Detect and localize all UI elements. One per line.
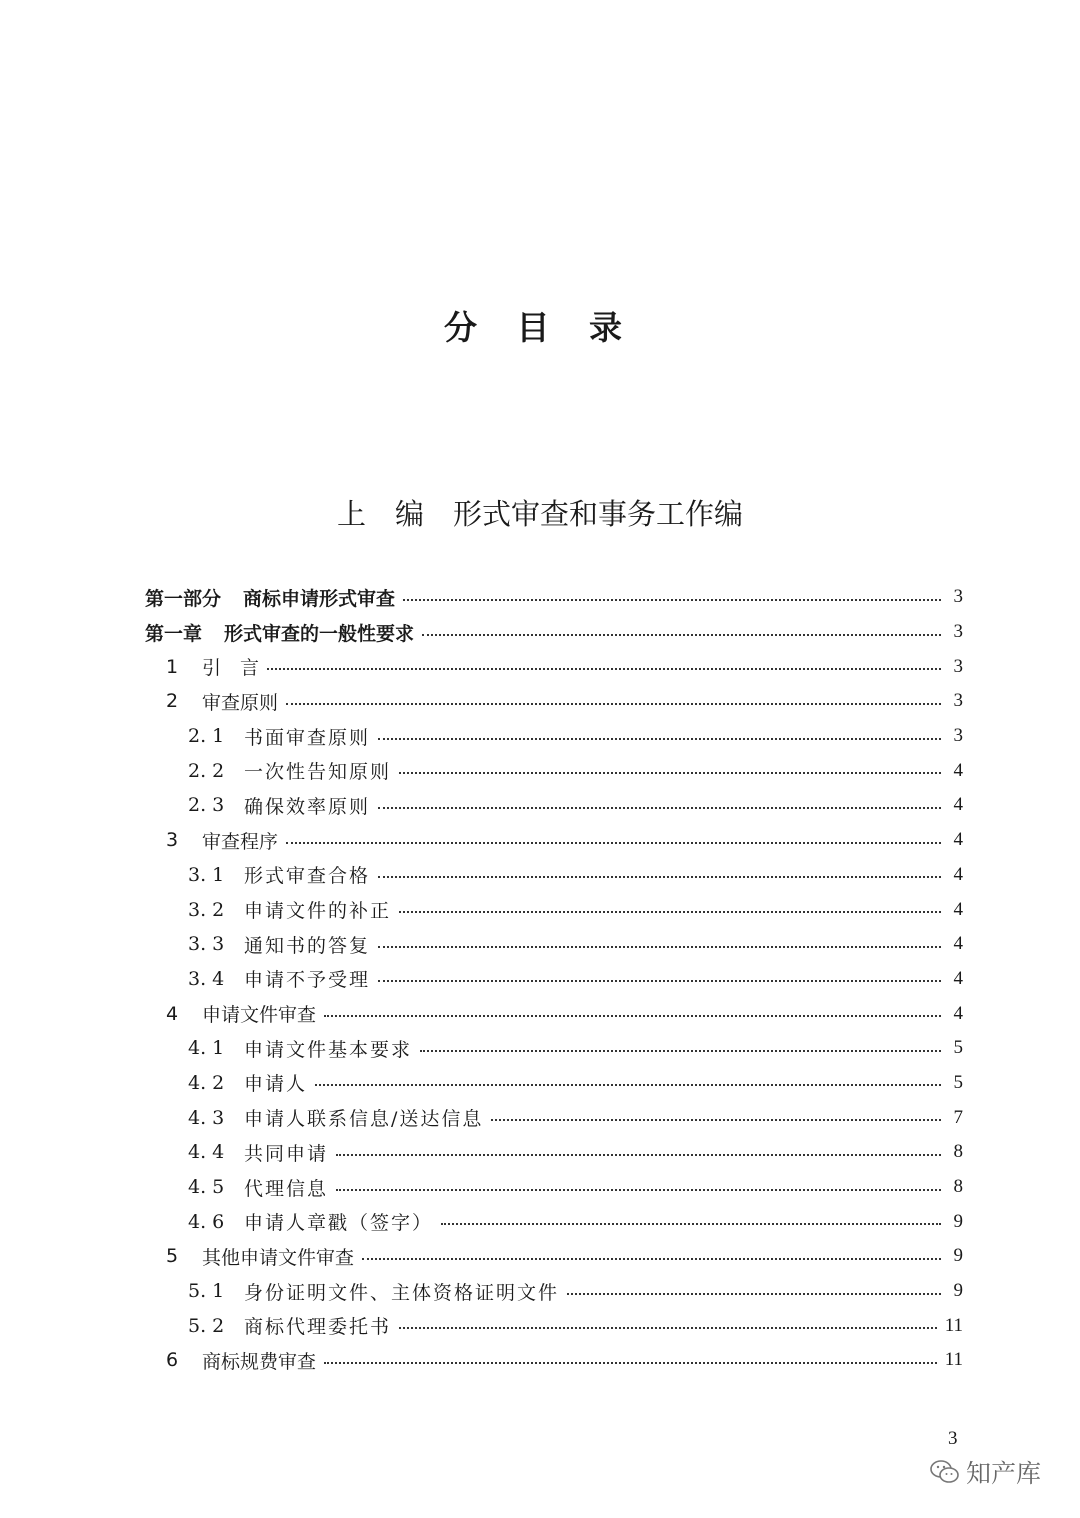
toc-dot-leader — [420, 1049, 941, 1052]
toc-entry-title: 共同申请 — [244, 1142, 329, 1165]
toc-dot-leader — [399, 771, 941, 774]
toc-entry-title: 通知书的答复 — [244, 934, 371, 957]
toc-dot-leader — [362, 1257, 941, 1260]
toc-entry-number: 4. 4 — [188, 1141, 225, 1164]
toc-entry-title: 申请文件的补正 — [244, 900, 392, 923]
toc-entry-number: 4. 3 — [188, 1106, 225, 1129]
toc-entry[interactable] — [145, 788, 963, 823]
table-of-contents — [145, 580, 963, 1378]
toc-entry-page: 9 — [953, 1210, 963, 1232]
toc-entry-number: 2 — [166, 690, 179, 713]
toc-dot-leader — [491, 1118, 941, 1121]
toc-entry-page: 4 — [953, 933, 963, 955]
toc-dot-leader — [336, 1153, 941, 1156]
toc-entry-page: 8 — [953, 1176, 963, 1198]
toc-entry-number: 5 — [166, 1245, 179, 1268]
toc-dot-leader — [378, 945, 941, 948]
toc-entry[interactable] — [145, 615, 963, 650]
toc-entry-page: 3 — [953, 586, 963, 608]
toc-entry[interactable] — [145, 1135, 963, 1170]
toc-entry[interactable] — [145, 892, 963, 927]
toc-entry-page: 7 — [953, 1106, 963, 1128]
toc-entry-page: 5 — [953, 1037, 963, 1059]
toc-entry-title: 审查原则 — [202, 691, 279, 714]
toc-entry-title: 一次性告知原则 — [244, 761, 392, 784]
toc-entry[interactable] — [145, 858, 963, 893]
toc-entry-number: 6 — [166, 1349, 179, 1372]
toc-entry-page: 4 — [953, 967, 963, 989]
toc-entry-title: 引 言 — [202, 657, 260, 680]
toc-entry-page: 3 — [953, 725, 963, 747]
toc-entry-number: 3. 4 — [188, 967, 225, 990]
toc-entry[interactable] — [145, 1170, 963, 1205]
toc-entry-number: 3. 2 — [188, 898, 225, 921]
toc-dot-leader — [441, 1222, 941, 1225]
toc-entry-title: 申请人章戳（签字） — [244, 1212, 434, 1235]
toc-entry[interactable] — [145, 1239, 963, 1274]
part-heading: 上 编 形式审查和事务工作编 — [336, 497, 743, 531]
toc-entry[interactable] — [145, 1343, 963, 1378]
toc-dot-leader — [324, 1361, 937, 1364]
toc-entry-number: 3. 3 — [188, 933, 225, 956]
toc-entry-page: 11 — [944, 1314, 963, 1336]
toc-dot-leader — [315, 1083, 941, 1086]
toc-entry-title: 代理信息 — [244, 1177, 329, 1200]
toc-entry-number: 3. 1 — [188, 863, 225, 886]
toc-dot-leader — [267, 667, 941, 670]
toc-entry-page: 9 — [953, 1245, 963, 1267]
toc-entry-title: 确保效率原则 — [244, 795, 371, 818]
toc-entry-number: 4. 2 — [188, 1071, 225, 1094]
page-title: 分 目 录 — [444, 308, 636, 347]
toc-entry-title: 申请人 — [244, 1073, 308, 1096]
toc-entry-number: 2. 2 — [188, 759, 225, 782]
wechat-icon — [930, 1459, 960, 1485]
toc-dot-leader — [336, 1188, 941, 1191]
toc-dot-leader — [422, 633, 941, 636]
toc-entry-page: 3 — [953, 690, 963, 712]
watermark — [930, 1454, 1041, 1490]
toc-entry-page: 9 — [953, 1280, 963, 1302]
toc-entry[interactable] — [145, 1066, 963, 1101]
toc-entry-title: 形式审查的一般性要求 — [224, 622, 415, 645]
watermark-text: 知产库 — [966, 1459, 1042, 1488]
toc-entry[interactable] — [145, 1031, 963, 1066]
toc-entry[interactable] — [145, 823, 963, 858]
toc-entry[interactable] — [145, 1204, 963, 1239]
toc-entry[interactable] — [145, 580, 963, 615]
toc-entry-title: 申请文件审查 — [202, 1004, 317, 1027]
toc-entry-page: 5 — [953, 1071, 963, 1093]
toc-entry-number: 4. 5 — [188, 1176, 225, 1199]
toc-entry-number: 2. 3 — [188, 794, 225, 817]
toc-entry-title: 商标申请形式审查 — [243, 587, 396, 610]
toc-entry[interactable] — [145, 962, 963, 997]
toc-dot-leader — [399, 1326, 937, 1329]
toc-entry-title: 申请不予受理 — [244, 969, 371, 992]
toc-dot-leader — [378, 806, 941, 809]
toc-dot-leader — [399, 910, 941, 913]
toc-dot-leader — [324, 1014, 941, 1017]
toc-dot-leader — [378, 737, 941, 740]
toc-dot-leader — [286, 702, 941, 705]
toc-entry-page: 8 — [953, 1141, 963, 1163]
toc-entry-number: 3 — [166, 829, 179, 852]
toc-entry-number: 2. 1 — [188, 725, 225, 748]
toc-entry-page: 3 — [953, 655, 963, 677]
toc-entry-title: 商标规费审查 — [202, 1350, 317, 1373]
toc-entry-page: 4 — [953, 1002, 963, 1024]
toc-dot-leader — [567, 1292, 941, 1295]
toc-entry[interactable] — [145, 753, 963, 788]
toc-entry-title: 审查程序 — [202, 830, 279, 853]
toc-dot-leader — [378, 875, 941, 878]
toc-entry-page: 4 — [953, 829, 963, 851]
toc-entry[interactable] — [145, 684, 963, 719]
toc-entry-title: 书面审查原则 — [244, 726, 371, 749]
toc-entry[interactable] — [145, 1308, 963, 1343]
toc-entry-title: 其他申请文件审查 — [202, 1246, 355, 1269]
toc-entry-page: 4 — [953, 863, 963, 885]
toc-entry-number: 第一章 — [145, 622, 203, 645]
toc-dot-leader — [286, 841, 941, 844]
page-number: 3 — [948, 1428, 958, 1449]
toc-entry-number: 第一部分 — [145, 587, 222, 610]
toc-entry[interactable] — [145, 1274, 963, 1309]
toc-entry-number: 4 — [166, 1002, 179, 1025]
toc-entry[interactable] — [145, 927, 963, 962]
toc-entry[interactable] — [145, 996, 963, 1031]
toc-dot-leader — [403, 598, 941, 601]
toc-entry-page: 4 — [953, 898, 963, 920]
toc-entry-title: 身份证明文件、主体资格证明文件 — [244, 1281, 560, 1304]
toc-entry-page: 11 — [944, 1349, 963, 1371]
toc-entry-number: 5. 2 — [188, 1314, 225, 1337]
toc-entry-page: 4 — [953, 759, 963, 781]
toc-entry[interactable] — [145, 719, 963, 754]
toc-entry-number: 1 — [166, 655, 179, 678]
toc-entry-title: 形式审查合格 — [244, 865, 371, 888]
toc-entry[interactable] — [145, 649, 963, 684]
toc-entry-title: 申请文件基本要求 — [244, 1038, 413, 1061]
toc-entry-number: 4. 1 — [188, 1037, 225, 1060]
toc-entry-title: 商标代理委托书 — [244, 1316, 392, 1339]
toc-entry-number: 5. 1 — [188, 1280, 225, 1303]
toc-entry-page: 3 — [953, 621, 963, 643]
toc-entry-title: 申请人联系信息/送达信息 — [244, 1108, 484, 1131]
toc-entry-number: 4. 6 — [188, 1210, 225, 1233]
toc-entry-page: 4 — [953, 794, 963, 816]
toc-entry[interactable] — [145, 1100, 963, 1135]
toc-dot-leader — [378, 979, 941, 982]
